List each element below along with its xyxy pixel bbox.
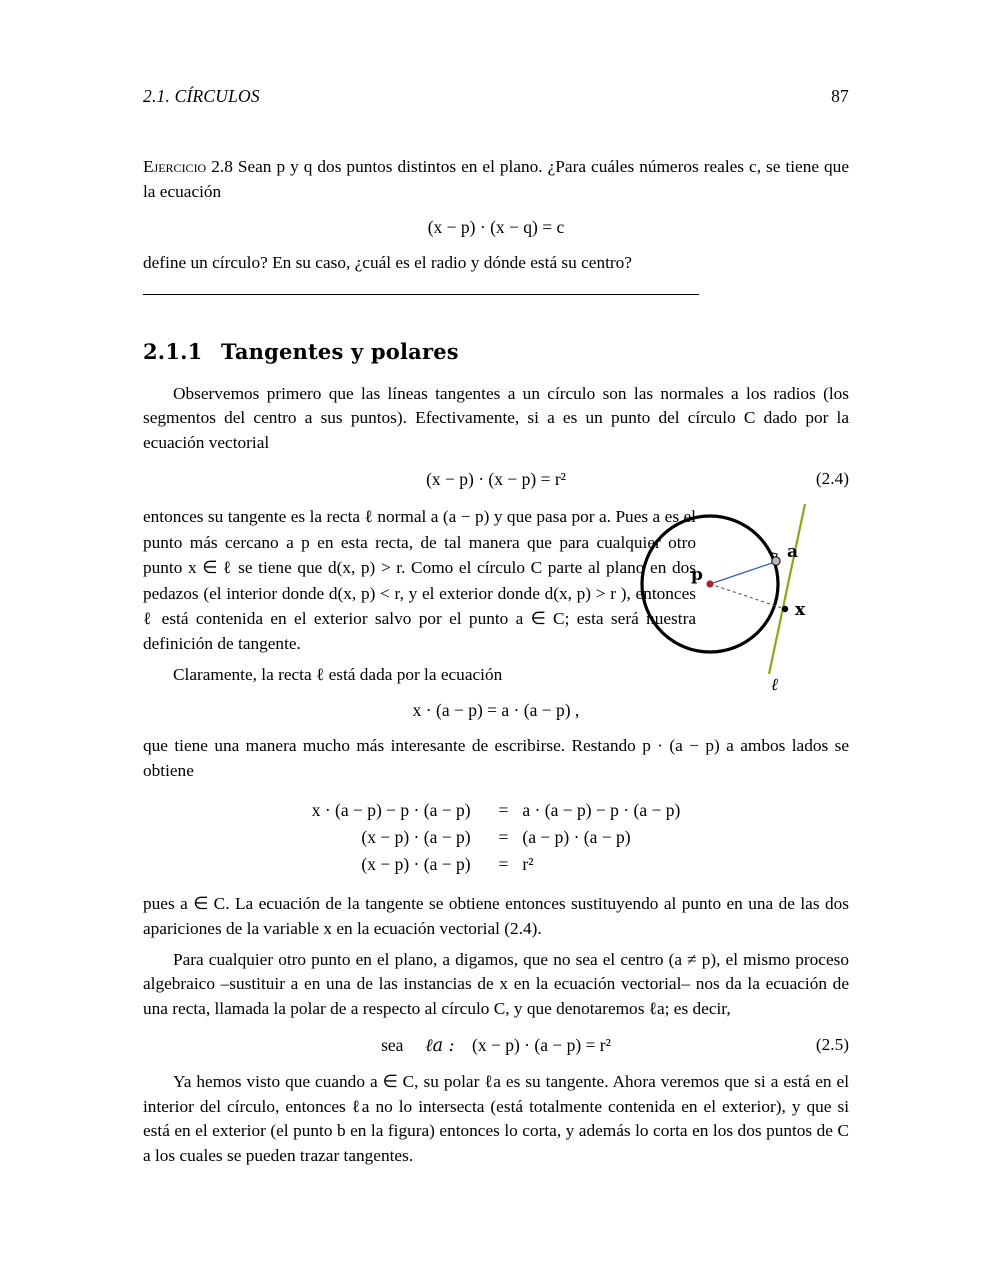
equation-2-5-lead: sea: [381, 1035, 404, 1056]
equation-2-5-tag: (2.5): [815, 1035, 849, 1055]
table-row: [312, 797, 681, 824]
align-lhs: x · (a − p) − p · (a − p): [311, 800, 471, 821]
table-row: [312, 824, 681, 851]
align-lhs: (x − p) · (a − p): [361, 827, 471, 848]
aligned-equations: [143, 797, 849, 878]
label-p: p: [691, 565, 703, 586]
equation-2-4: [143, 469, 849, 490]
align-rel: =: [498, 854, 509, 875]
running-head-section: 2.1. CÍRCULOS: [143, 86, 260, 106]
section-heading: [143, 339, 849, 364]
label-a: a: [787, 542, 799, 563]
paragraph-1: Observemos primero que las líneas tangentes a un círculo son las normales a los radios (los segmentos del centro a sus puntos). Efectivamente, si a es un punto del círculo C dado por la ecuación vectorial: [143, 383, 849, 452]
align-rhs: (a − p) · (a − p): [522, 827, 631, 848]
align-rhs: a · (a − p) − p · (a − p): [522, 800, 681, 821]
paragraph-6: Para cualquier otro punto en el plano, a digamos, que no sea el centro (a ≠ p), el mismo proceso algebraico –sustituir a en una de las instancias de x en la ecuación vectorial– nos da la ecuación de una recta, llamada la polar de a respecto al círculo C, y que denotaremos ℓa; es decir,: [143, 949, 849, 1018]
paragraph-5: pues a ∈ C. La ecuación de la tangente se obtiene entonces sustituyendo al punto en una de las dos apariciones de la variable x en la ecuación vectorial (2.4).: [143, 894, 849, 938]
section-title: Tangentes y polares: [221, 338, 459, 364]
radius-segment: [710, 562, 775, 584]
exercise-label: Ejercicio 2.8: [143, 157, 233, 176]
point-a-dot: [772, 557, 780, 565]
circle-tangent-figure: [635, 504, 865, 704]
point-p-dot: [706, 581, 713, 588]
exercise-equation: (x − p) · (x − q) = c: [427, 217, 565, 238]
align-rel: =: [498, 827, 509, 848]
paragraph-7: Ya hemos visto que cuando a ∈ C, su polar ℓa es su tangente. Ahora veremos que si a está en el interior del círculo, entonces ℓa no lo intersecta (está totalmente contenida en el exterior), y que si está en el exterior (el punto b en la figura) entonces lo corta, y además lo corta en los dos puntos de C a los cuales se pueden trazar tangentes.: [143, 1072, 849, 1165]
figure-svg: [635, 504, 865, 704]
equation-2-5-body: (x − p) · (a − p) = r²: [472, 1035, 611, 1056]
label-x: x: [795, 600, 806, 621]
exercise-text-before: Sean p y q dos puntos distintos en el plano. ¿Para cuáles números reales c, se tiene que la ecuación: [143, 157, 849, 201]
exercise-text-after: define un círculo? En su caso, ¿cuál es el radio y dónde está su centro?: [143, 253, 632, 273]
exercise-block: [143, 155, 849, 204]
page-content: [143, 86, 849, 1168]
equation-2-5: [143, 1035, 849, 1056]
section-number: 2.1.1: [143, 338, 203, 364]
equation-2-5-label: ℓa :: [425, 1036, 455, 1057]
table-row: [312, 851, 681, 878]
dashed-segment: [710, 584, 785, 609]
paragraph-2: entonces su tangente es la recta ℓ normal a (a − p) y que pasa por a. Pues a es el punto más cercano a p en esta recta, de tal manera que para cualquier otro punto x ∈ ℓ se tiene que d(x, p) > r. Como el círculo C parte al plano en dos pedazos (el interior donde d(x, p) < r, y el exterior donde d(x, p) > r ), entonces ℓ está contenida en el exterior salvo por el punto a ∈ C; esta será nuestra definición de tangente.: [143, 507, 696, 654]
equation-2-4-tag: (2.4): [815, 469, 849, 489]
page-number: 87: [831, 86, 849, 106]
equation-tangent-line: x · (a − p) = a · (a − p) ,: [412, 700, 580, 721]
paragraph-3: Claramente, la recta ℓ está dada por la ecuación: [173, 664, 503, 684]
equation-2-4-body: (x − p) · (x − p) = r²: [426, 469, 566, 490]
point-x-dot: [782, 606, 788, 612]
align-rel: =: [498, 800, 509, 821]
page-header: [143, 86, 849, 107]
align-lhs: (x − p) · (a − p): [361, 854, 471, 875]
label-ell: ℓ: [771, 675, 779, 696]
align-rhs: r²: [522, 854, 534, 875]
aligned-equations-table: [312, 797, 681, 878]
paragraph-4: que tiene una manera mucho más interesante de escribirse. Restando p · (a − p) a ambos lados se obtiene: [143, 736, 849, 780]
exercise-rule: [143, 294, 699, 295]
tangent-line: [769, 504, 805, 674]
